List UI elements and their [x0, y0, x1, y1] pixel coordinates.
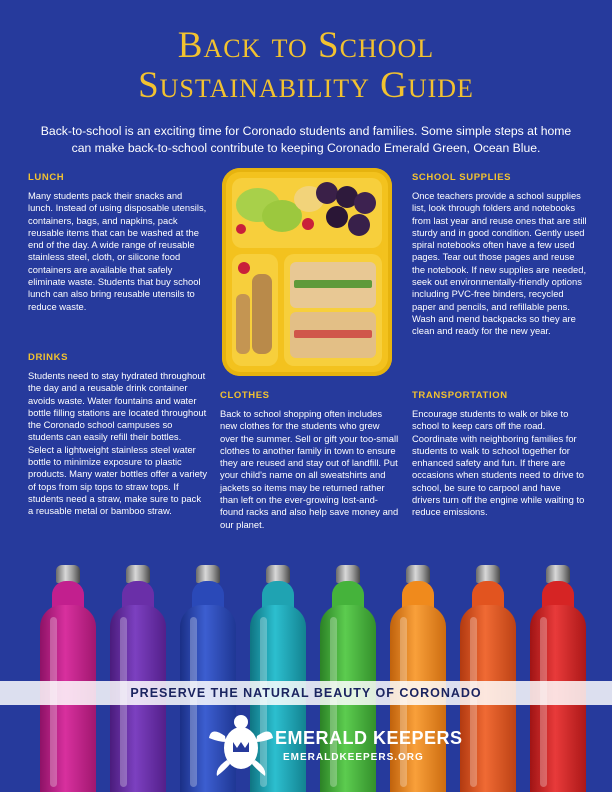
lettuce	[294, 280, 372, 288]
lunchbox-image	[222, 168, 392, 376]
grape	[326, 206, 348, 228]
raspberry	[302, 218, 314, 230]
raspberry	[238, 262, 250, 274]
grape	[316, 182, 338, 204]
logo-url: EMERALDKEEPERS.ORG	[283, 752, 424, 763]
section-heading: SCHOOL SUPPLIES	[412, 172, 512, 183]
tomato	[294, 330, 372, 338]
section-body: Once teachers provide a school supplies list, look through folders and notebooks from last year and reuse ones that are still sturdy and in good condition. Gently used spiral notebooks often have a few used pages. Tear out those pages and reuse the notebook. If new supplies are needed, seek out environmentally-friendly options including PVC-free binders, recycled paper and pencils, and refillable pens. Wash and mend backpacks so they are clean and ready for the new year.	[412, 190, 587, 337]
title-line-1: Back to School	[177, 25, 435, 66]
fruit-compartment	[232, 178, 382, 248]
nut-compartment	[232, 254, 278, 366]
grape	[354, 192, 376, 214]
section-heading: TRANSPORTATION	[412, 390, 508, 401]
water-bottle	[460, 565, 516, 792]
logo-name: EMERALD KEEPERS	[275, 728, 463, 748]
raspberry	[236, 224, 246, 234]
section-heading: DRINKS	[28, 352, 69, 363]
section-clothes	[220, 390, 400, 531]
water-bottle	[530, 565, 586, 792]
section-drinks	[28, 352, 208, 518]
title-line-2: Sustainability Guide	[138, 65, 474, 106]
section-body: Back to school shopping often includes new clothes for the students who grew over the summer. Sell or gift your too-small clothes to another family in town to ensure they are reused and stay out of landfill. Put your child's name on all sweatshirts and jackets so items may be returned rather than left on the ever-growing lost-and-found racks and also help save money and our planet.	[220, 408, 399, 530]
section-heading: CLOTHES	[220, 390, 270, 401]
emerald-keepers-logo	[205, 712, 463, 782]
section-school-supplies	[412, 172, 588, 338]
section-heading: LUNCH	[28, 172, 65, 183]
section-transportation	[412, 390, 588, 519]
granola-bar	[236, 294, 250, 354]
water-bottle	[40, 565, 96, 792]
granola-bar	[252, 274, 272, 354]
water-bottle	[110, 565, 166, 792]
slogan-banner: PRESERVE THE NATURAL BEAUTY OF CORONADO	[0, 681, 612, 705]
section-body: Many students pack their snacks and lunch. Instead of using disposable utensils, containers, bags, and napkins, pack reusable items that can be washed at the end of the day. A wide range of reusable stainless steel, cloth, or silicone food containers are available that safely eliminate waste. Students that buy school lunch can also bring reusable utensils to reduce waste.	[28, 190, 207, 312]
section-body: Encourage students to walk or bike to school to keep cars off the road. Coordinate with neighboring families for students to walk to school together for enhanced safety and fun. If there are occasions when students need to drive to school, be sure to carpool and have drivers turn off the engine while waiting to reduce emissions.	[412, 408, 585, 518]
page-title	[0, 26, 612, 106]
intro-paragraph: Back-to-school is an exciting time for Coronado students and families. Some simple steps at home can make back-to-school contribute to keeping Coronado Emerald Green, Ocean Blue.	[40, 124, 572, 155]
section-lunch	[28, 172, 208, 313]
turtle-icon	[205, 712, 277, 782]
grape	[348, 214, 370, 236]
section-body: Students need to stay hydrated throughout the day and a reusable drink container avoids waste. Water fountains and water bottle filling stations are located throughout the Coronado school campuses so students can easily refill their bottles. Select a lightweight stainless steel water bottle to minimize exposure to plastic products. Many water bottles offer a variety of tops from sip tops to straw tops. If students need a straw, make sure to pack a reusable metal or bamboo straw.	[28, 370, 208, 517]
sandwich-compartment	[284, 254, 382, 366]
